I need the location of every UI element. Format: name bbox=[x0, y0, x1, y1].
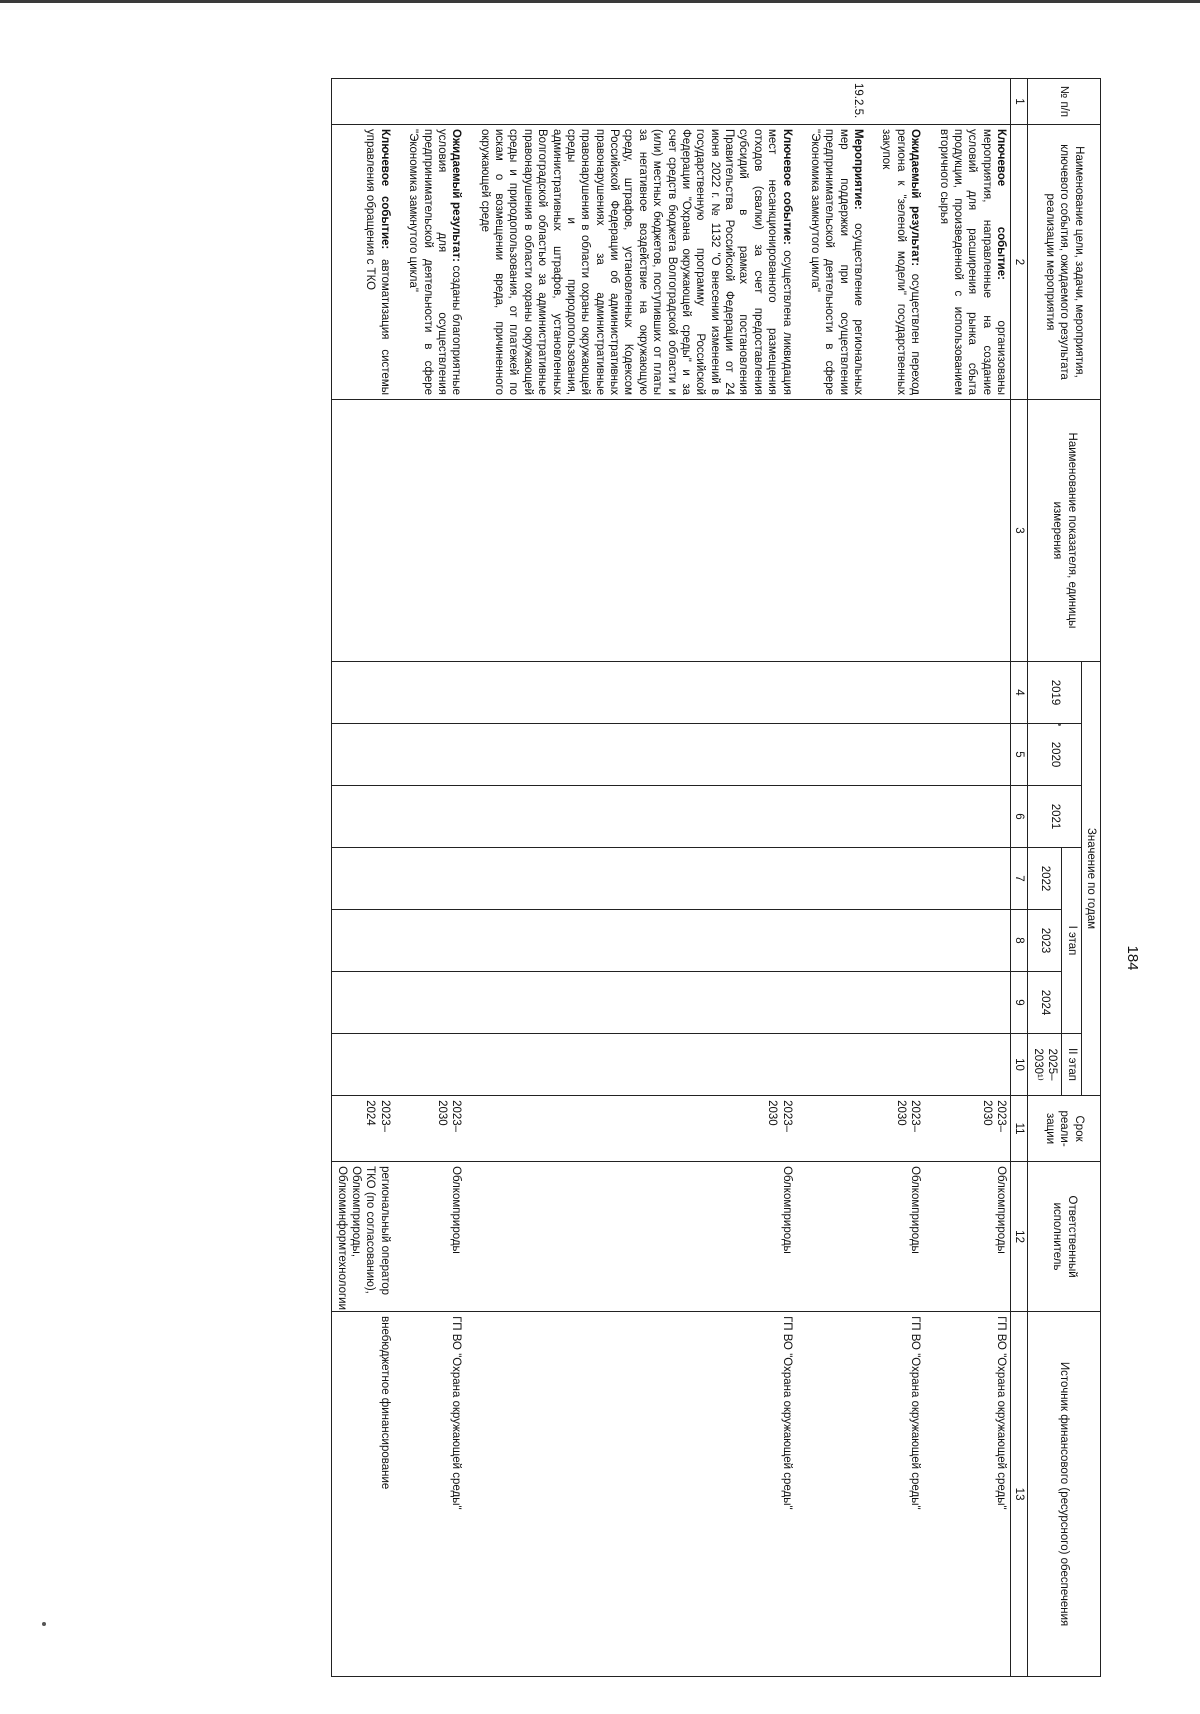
header-period: Срок реали-зации bbox=[1028, 1096, 1101, 1162]
table-row bbox=[475, 79, 795, 1677]
row-text: автоматизация системы управления обращения с ТКО bbox=[364, 129, 391, 396]
table-row bbox=[404, 79, 466, 1677]
col-number: 7 bbox=[1011, 848, 1028, 910]
col-number: 4 bbox=[1011, 662, 1028, 724]
table-body bbox=[332, 79, 1011, 1677]
col-number: 3 bbox=[1011, 400, 1028, 662]
scan-edge bbox=[0, 0, 1200, 3]
header-year-2019: 2019 bbox=[1028, 662, 1081, 724]
col-number: 11 bbox=[1011, 1096, 1028, 1162]
page-number: 184 bbox=[1124, 945, 1141, 971]
row-description bbox=[806, 125, 868, 400]
table-row bbox=[934, 79, 1010, 1677]
row-source: ГП ВО "Охрана окружающей среды" bbox=[404, 1312, 466, 1677]
column-number-row bbox=[1011, 79, 1028, 1677]
header-executor: Ответственный исполнитель bbox=[1028, 1162, 1101, 1312]
row-text: осуществление региональных мер поддержки при осуществлении предпринимательской деятельности в сфере "Экономика замкнутого цикла" bbox=[809, 129, 865, 395]
row-period: 2023–2030 bbox=[934, 1096, 1010, 1162]
header-year-2025-2030: 2025–2030¹⁾ bbox=[1028, 1034, 1062, 1096]
table-row bbox=[332, 79, 394, 1677]
row-executor: Облкомприроды bbox=[475, 1162, 795, 1312]
col-number: 8 bbox=[1011, 910, 1028, 972]
row-num bbox=[332, 79, 394, 125]
row-num bbox=[877, 79, 924, 125]
col-number: 5 bbox=[1011, 724, 1028, 786]
table-header bbox=[1011, 79, 1101, 1677]
col-number: 9 bbox=[1011, 972, 1028, 1034]
row-label: Мероприятие: bbox=[852, 129, 865, 210]
plan-table bbox=[331, 78, 1101, 1677]
row-num bbox=[934, 79, 1010, 125]
row-source: ГП ВО "Охрана окружающей среды" bbox=[934, 1312, 1010, 1677]
row-period: 2023–2030 bbox=[404, 1096, 466, 1162]
header-year-2020: 2020 bbox=[1028, 724, 1081, 786]
row-executor: Облкомприроды bbox=[877, 1162, 924, 1312]
row-label: Ключевое событие: bbox=[780, 129, 793, 245]
row-num: 19.2.5. bbox=[806, 79, 868, 125]
row-executor: Облкомприроды bbox=[404, 1162, 466, 1312]
rotated-document-page bbox=[141, 78, 1141, 1638]
row-label: Ожидаемый результат: bbox=[450, 129, 463, 262]
row-executor: региональный оператор ТКО (по согласованию), Облкомприроды, Облкоминформтехнологии bbox=[332, 1162, 394, 1312]
row-text: организованы мероприятия, направленные на создание условий для расширения рынка сбыта продукции, произведенной с использованием вторичного сырья bbox=[937, 129, 1008, 395]
col-number: 6 bbox=[1011, 786, 1028, 848]
header-stage-1: I этап bbox=[1062, 848, 1081, 1034]
col-number: 1 bbox=[1011, 79, 1028, 125]
row-label: Ожидаемый результат: bbox=[909, 129, 922, 267]
table-row bbox=[806, 79, 868, 1677]
row-description bbox=[475, 125, 795, 400]
col-number: 10 bbox=[1011, 1034, 1028, 1096]
row-source bbox=[806, 1312, 868, 1677]
header-indicator: Наименование показателя, единицы измерения bbox=[1028, 400, 1101, 662]
row-text: осуществлен переход региона к "зеленой модели" государственных закупок bbox=[880, 129, 922, 395]
header-year-2021: 2021 bbox=[1028, 786, 1081, 848]
row-description bbox=[877, 125, 924, 400]
row-num bbox=[475, 79, 795, 125]
header-source: Источник финансового (ресурсного) обеспечения bbox=[1028, 1312, 1101, 1677]
col-number: 2 bbox=[1011, 125, 1028, 400]
header-year-2022: 2022 bbox=[1028, 848, 1062, 910]
row-period bbox=[806, 1096, 868, 1162]
row-period: 2023–2030 bbox=[475, 1096, 795, 1162]
row-period: 2023–2024 bbox=[332, 1096, 394, 1162]
header-num: № п/п bbox=[1028, 79, 1101, 125]
row-source: ГП ВО "Охрана окружающей среды" bbox=[877, 1312, 924, 1677]
row-num bbox=[404, 79, 466, 125]
row-description bbox=[404, 125, 466, 400]
row-label: Ключевое событие: bbox=[995, 129, 1008, 280]
row-description bbox=[332, 125, 394, 400]
header-year-2024: 2024 bbox=[1028, 972, 1062, 1034]
header-values-group: Значение по годам bbox=[1081, 662, 1100, 1096]
col-number: 12 bbox=[1011, 1162, 1028, 1312]
table-row bbox=[877, 79, 924, 1677]
row-description bbox=[934, 125, 1010, 400]
row-text: созданы благоприятные условия для осуществления предпринимательской деятельности в сфере "Экономика замкнутого цикла" bbox=[407, 129, 463, 395]
scan-speck bbox=[42, 1622, 46, 1626]
row-executor bbox=[806, 1162, 868, 1312]
row-executor: Облкомприроды bbox=[934, 1162, 1010, 1312]
col-number: 13 bbox=[1011, 1312, 1028, 1677]
row-source: ГП ВО "Охрана окружающей среды" bbox=[475, 1312, 795, 1677]
row-period: 2023–2030 bbox=[877, 1096, 924, 1162]
header-year-2023: 2023 bbox=[1028, 910, 1062, 972]
row-label: Ключевое событие: bbox=[378, 129, 391, 250]
header-stage-2: II этап bbox=[1062, 1034, 1081, 1096]
header-name: Наименование цели, задачи, мероприятия, ключевого события, ожидаемого результата реализации мероприятия bbox=[1028, 125, 1101, 400]
row-text: осуществлена ликвидация мест несанкционированного размещения отходов (свалки) за счет предоставления субсидий в рамках постановления Правительства Российской Федерации от 24 июня 2022 г. № 1132 "О внесении изменений в государственную программу Российской Федерации "Охрана окружающей среды" и за счет средств бюджета Волгоградской области и (или) местных бюджетов, поступивших от платы за негативное воздействие на окружающую среду, штрафов, установленных Кодексом Российской Федерации об административных правонарушениях за административные правонарушения в области охраны окружающей среды и природопользования, административных штрафов, установленных Волгоградской областью за административные правонарушения в области охраны окружающей среды и природопользования, от платежей по искам о возмещении вреда, причиненного окружающей среде bbox=[478, 129, 793, 395]
row-source: внебюджетное финансирование bbox=[332, 1312, 394, 1677]
